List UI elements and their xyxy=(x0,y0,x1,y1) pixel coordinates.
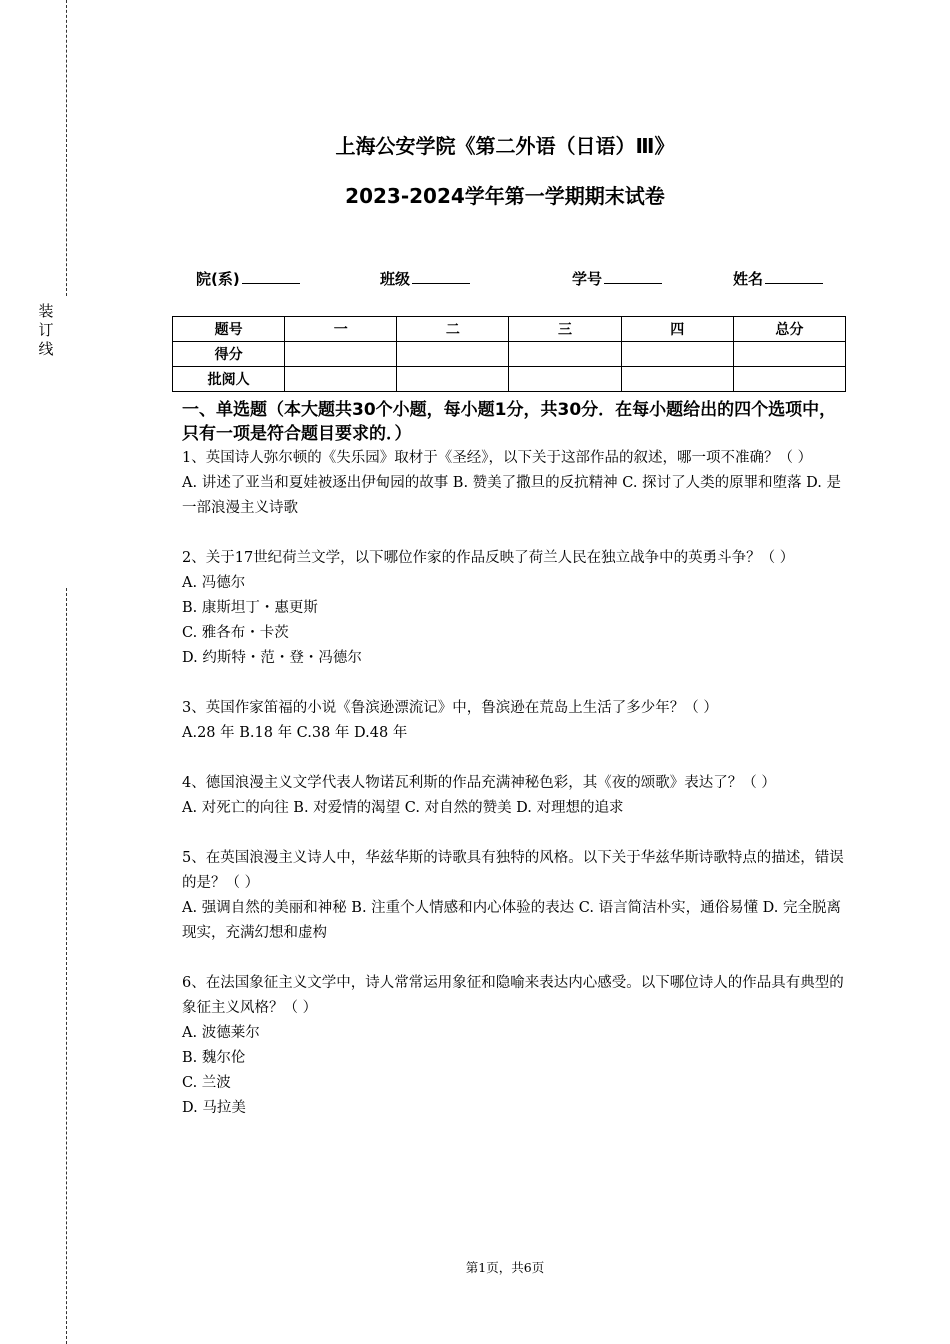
class-blank[interactable] xyxy=(412,269,470,284)
question-item xyxy=(182,771,850,821)
grader-cell[interactable] xyxy=(621,367,733,392)
name-blank[interactable] xyxy=(765,269,823,284)
question-list xyxy=(182,446,850,1121)
question-options: A. 强调自然的美丽和神秘 B. 注重个人情感和内心体验的表达 C. 语言简洁朴实，通俗易懂 D. 完全脱离现实，充满幻想和虚构 xyxy=(182,900,842,941)
question-stem: 2、关于17世纪荷兰文学，以下哪位作家的作品反映了荷兰人民在独立战争中的英勇斗争？（ ） xyxy=(182,550,795,566)
score-table-header-cell: 二 xyxy=(397,317,509,342)
department-blank[interactable] xyxy=(242,269,300,284)
question-item xyxy=(182,846,850,946)
score-cell[interactable] xyxy=(397,342,509,367)
page-number: 第1页，共6页 xyxy=(465,1260,545,1275)
question-options: A. 对死亡的向往 B. 对爱情的渴望 C. 对自然的赞美 D. 对理想的追求 xyxy=(182,800,624,816)
section-heading: 一、单选题（本大题共30个小题，每小题1分，共30分．在每小题给出的四个选项中，只有一项是符合题目要求的．） xyxy=(182,400,837,444)
question-option: C. 雅各布・卡茨 xyxy=(182,625,289,641)
class-label: 班级 xyxy=(380,270,411,288)
exam-title: 上海公安学院《第二外语（日语）Ⅲ》 xyxy=(335,134,675,158)
score-cell[interactable] xyxy=(621,342,733,367)
binding-label xyxy=(36,302,56,359)
score-table-header-cell: 四 xyxy=(621,317,733,342)
grader-cell[interactable] xyxy=(509,367,621,392)
question-option: B. 康斯坦丁・惠更斯 xyxy=(182,600,318,616)
question-stem: 5、在英国浪漫主义诗人中，华兹华斯的诗歌具有独特的风格。以下关于华兹华斯诗歌特点的描述，错误的是？（ ） xyxy=(182,850,844,891)
score-table xyxy=(172,316,846,392)
student-id-blank[interactable] xyxy=(604,269,662,284)
score-table-header-cell: 三 xyxy=(509,317,621,342)
binding-dashed-line-bottom xyxy=(66,588,67,1344)
question-item xyxy=(182,446,850,521)
name-label: 姓名 xyxy=(733,270,764,288)
score-table-row xyxy=(173,367,846,392)
grader-cell[interactable] xyxy=(733,367,845,392)
student-info-row xyxy=(0,268,950,292)
binding-char: 装 xyxy=(38,302,54,320)
score-cell[interactable] xyxy=(733,342,845,367)
class-field[interactable] xyxy=(380,268,470,289)
question-options: A.28 年 B.18 年 C.38 年 D.48 年 xyxy=(182,725,408,741)
question-option: B. 魏尔伦 xyxy=(182,1050,246,1066)
score-table-header-row xyxy=(173,317,846,342)
grader-cell[interactable] xyxy=(397,367,509,392)
student-id-field[interactable] xyxy=(572,268,662,289)
score-table-header-cell: 总分 xyxy=(733,317,845,342)
score-table-row xyxy=(173,342,846,367)
exam-subtitle: 2023-2024学年第一学期期末试卷 xyxy=(345,184,665,208)
binding-char: 订 xyxy=(38,321,54,339)
question-option: C. 兰波 xyxy=(182,1075,231,1091)
question-option: A. 波德莱尔 xyxy=(182,1025,260,1041)
question-stem: 4、德国浪漫主义文学代表人物诺瓦利斯的作品充满神秘色彩，其《夜的颂歌》表达了？（ ） xyxy=(182,775,776,791)
question-stem: 3、英国作家笛福的小说《鲁滨逊漂流记》中，鲁滨逊在荒岛上生活了多少年？（ ） xyxy=(182,700,718,716)
question-item xyxy=(182,546,850,671)
question-item xyxy=(182,696,850,746)
question-option: D. 马拉美 xyxy=(182,1100,246,1116)
score-table-header-cell: 题号 xyxy=(173,317,285,342)
score-row-label: 得分 xyxy=(173,342,285,367)
score-cell[interactable] xyxy=(509,342,621,367)
question-option: D. 约斯特・范・登・冯德尔 xyxy=(182,650,362,666)
score-cell[interactable] xyxy=(285,342,397,367)
question-stem: 1、英国诗人弥尔顿的《失乐园》取材于《圣经》，以下关于这部作品的叙述，哪一项不准确？（ ） xyxy=(182,450,813,466)
score-table-header-cell: 一 xyxy=(285,317,397,342)
department-field[interactable] xyxy=(196,268,300,289)
question-stem: 6、在法国象征主义文学中，诗人常常运用象征和隐喻来表达内心感受。以下哪位诗人的作品具有典型的象征主义风格？（ ） xyxy=(182,975,844,1016)
question-item xyxy=(182,971,850,1121)
binding-char: 线 xyxy=(38,340,54,358)
question-options: A. 讲述了亚当和夏娃被逐出伊甸园的故事 B. 赞美了撒旦的反抗精神 C. 探讨了人类的原罪和堕落 D. 是一部浪漫主义诗歌 xyxy=(182,475,842,516)
department-label: 院(系) xyxy=(196,270,240,288)
question-option: A. 冯德尔 xyxy=(182,575,246,591)
grader-cell[interactable] xyxy=(285,367,397,392)
grader-row-label: 批阅人 xyxy=(173,367,285,392)
name-field[interactable] xyxy=(733,268,823,289)
student-id-label: 学号 xyxy=(572,270,603,288)
